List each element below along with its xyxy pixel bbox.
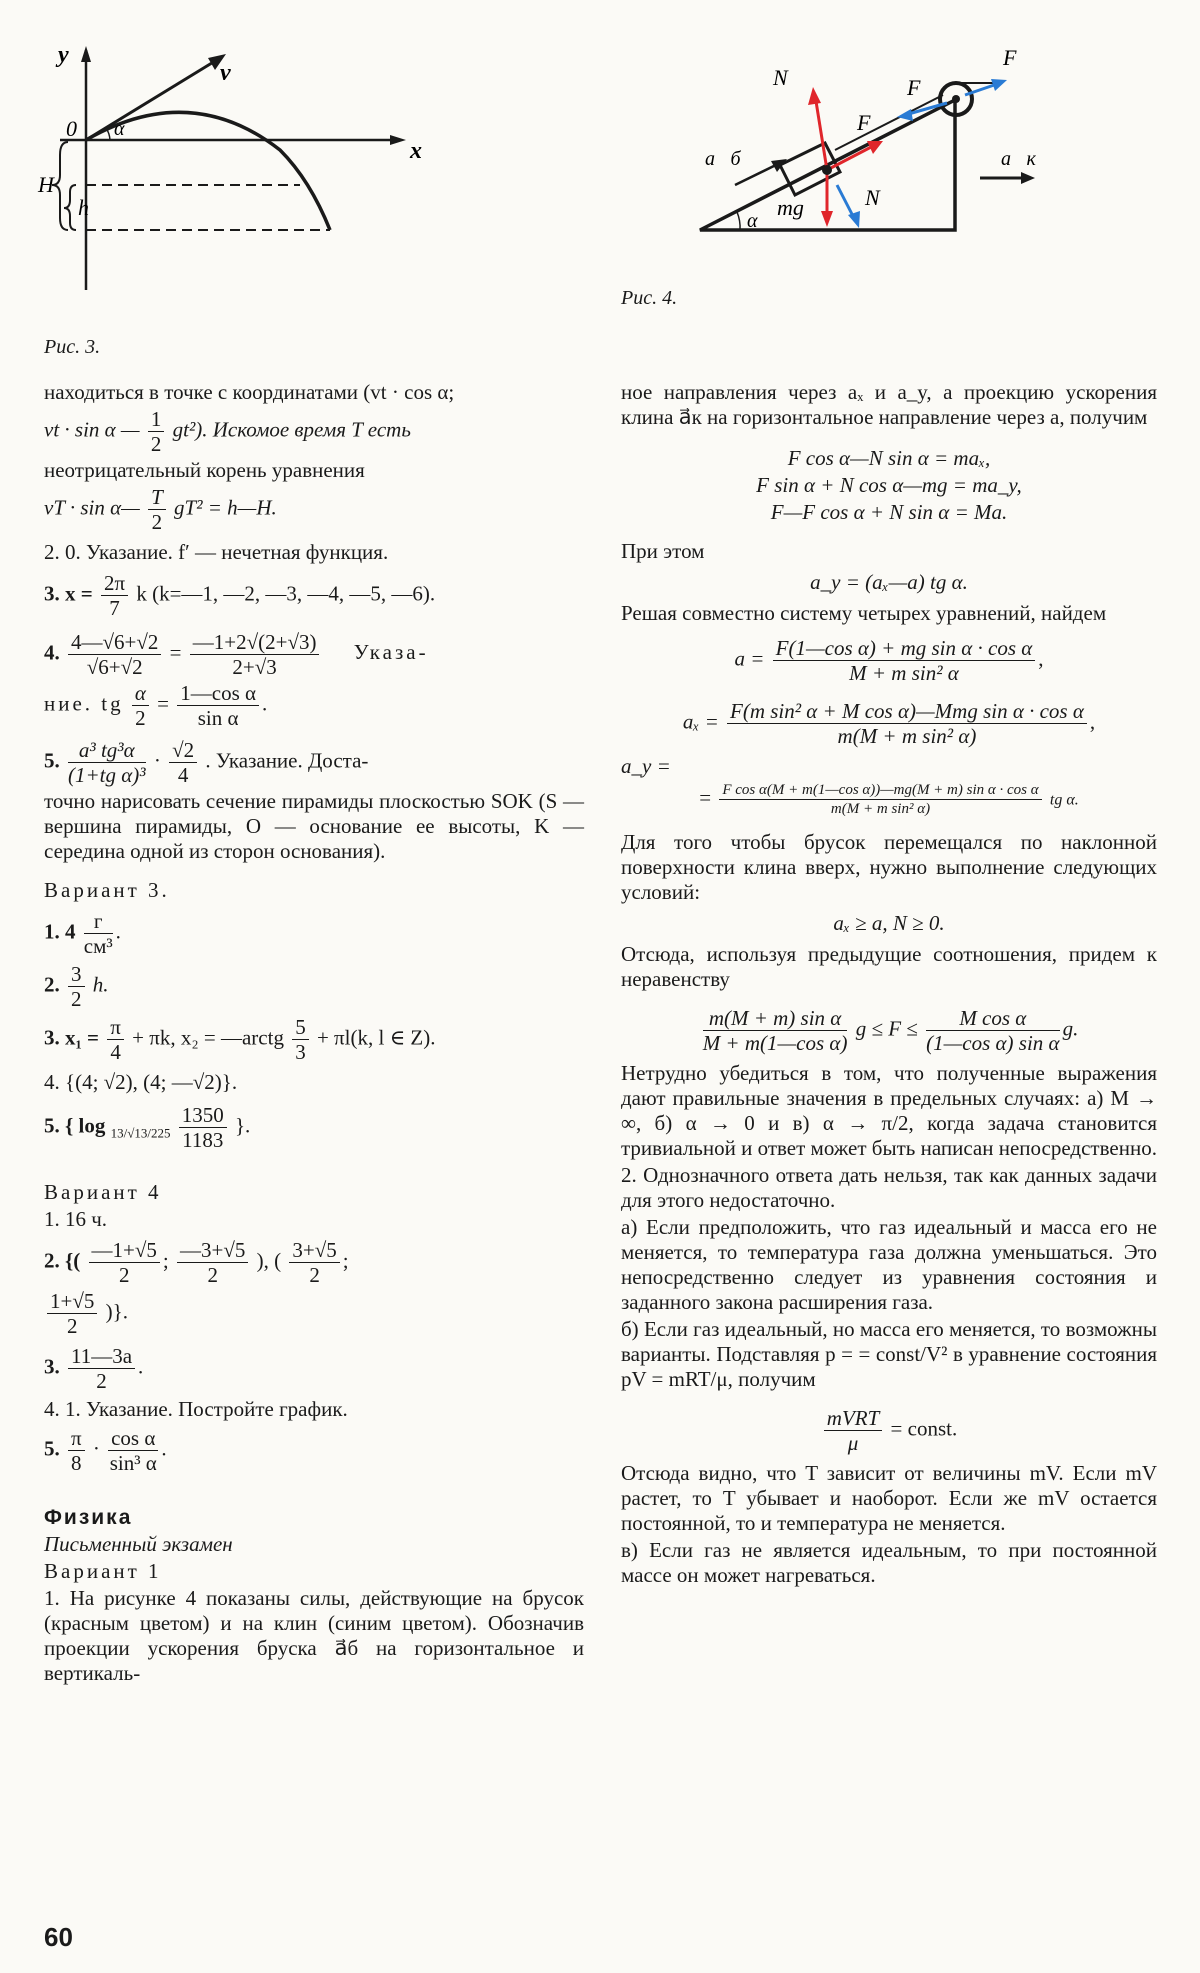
equation-4: a_y = (aₓ—a) tg α. (810, 570, 968, 594)
physics-heading: Физика (44, 1506, 133, 1529)
v4-answer-4: 4. 1. Указание. Постройте график. (44, 1397, 348, 1421)
text-projections: ное направления через aₓ и a_y, а проекцию ускорения клина a⃗к на горизонтальное направление через a, получим (621, 380, 1157, 429)
text-solve: Решая совместно систему четырех уравнений, найдем (621, 601, 1107, 625)
text-inequality: Отсюда, используя предыдущие соотношения, придем к неравенству (621, 942, 1157, 991)
page-number: 60 (44, 1922, 73, 1952)
label-N-blue: N (865, 185, 880, 210)
label-a-block: a⃗б (705, 148, 741, 170)
case-b: б) Если газ идеальный, но масса его меняется, то возможны варианты. Подставляя p = = const/V² в уравнение состояния pV = mRT/μ, получим (621, 1317, 1157, 1391)
formula-ay: = $\frac{\text{F cos α(M + m(1—cos α))—mg(M + m) sin α · cos α}}{\text{m(M + m sin² α)}}$ tg α. (699, 782, 1079, 817)
label-F-blue-2: F (1003, 45, 1017, 70)
label-h: h (78, 195, 89, 220)
frac-half: $\frac{1}{2}$ (148, 407, 165, 456)
physics-variant-1: Вариант 1 (44, 1559, 162, 1583)
text-conclusion: Отсюда видно, что T зависит от величины mV. Если mV растет, то T убывает и наоборот. Если же mV остается постоянной, то и температура не меняется. (621, 1461, 1157, 1535)
case-c: в) Если газ не является идеальным, то при постоянной массе он может нагреваться. (621, 1538, 1157, 1587)
formula-ay-label: a_y = (621, 754, 671, 778)
force-N-red (808, 87, 821, 105)
v4-answer-5: 5. $\frac{\pi}{8}$ · $\frac{\text{cos α}}{\text{sin³ α}}$ . (44, 1426, 167, 1475)
answer-3: 3. x = $\frac{2\pi}{7}$ k (k=—1, —2, —3, —4, —5, —6). (44, 571, 436, 620)
rope (835, 95, 943, 150)
answer-4-hint: ние. tg $\frac{\alpha}{2}$ = $\frac{\text{1—cos α}}{\text{sin α}}$ . (44, 681, 268, 730)
condition: aₓ ≥ a, N ≥ 0. (833, 911, 945, 935)
y-axis-arrow (81, 46, 91, 62)
right-column (621, 380, 1157, 1590)
brace-h (64, 185, 76, 230)
figure-3-caption: Рис. 3. (44, 336, 101, 358)
label-mg: mg (777, 195, 804, 220)
equation-1: F cos α—N sin α = maₓ, (787, 446, 991, 470)
physics-subheading: Письменный экзамен (44, 1532, 233, 1556)
answer-4: 4. $\frac{4—√6+√2}{√6+√2}$ = $\frac{—1+2√(2+√3)}{2+√3}$ Указа- (44, 630, 429, 679)
label-x: x (410, 138, 422, 164)
v4-answer-2: 2. {( $\frac{—1+√5}{2}$ ; $\frac{—3+√5}{2}$ ), ( $\frac{3+√5}{2}$ ; (44, 1238, 349, 1287)
force-F-blue-1 (897, 109, 913, 121)
label-N-red: N (773, 65, 788, 90)
answer-5: 5. $\frac{\text{a³ tg³α}}{\text{(1+tg α)³}}$ · $\frac{√2}{4}$ . Указание. Доста- (44, 738, 369, 787)
formula-a: a = $\frac{\text{F(1—cos α) + mg sin α · cos α}}{\text{M + m sin² α}}$ , (734, 636, 1044, 685)
label-H: H (38, 172, 54, 197)
label-F-red: F (857, 110, 871, 135)
label-y: y (58, 42, 69, 68)
v3-answer-3: 3. x₁ = $\frac{\pi}{4}$ + πk, x₂ = —arctg $\frac{5}{3}$ + πl(k, l ∈ Z). (44, 1015, 436, 1064)
text-coords: находиться в точке с координатами (vt · cos α; (44, 380, 455, 404)
label-F-blue-1: F (907, 75, 921, 100)
accel-wedge (1021, 172, 1035, 184)
inequality: $\frac{\text{m(M + m) sin α}}{\text{M + m(1—cos α)}}$ g ≤ F ≤ $\frac{\text{M cos α}}{\text{(1—cos α) sin α}}$ g. (702, 1006, 1079, 1055)
text-equation: vT · sin α— $\frac{T}{2}$ gT² = h—H. (44, 485, 277, 534)
physics-problem-1: 1. На рисунке 4 показаны силы, действующие на брусок (красным цветом) и на клин (синим цветом). Обозначив проекции ускорения бруска a⃗б на горизонтальное и вертикаль- (44, 1586, 584, 1685)
label-v: v (220, 60, 231, 86)
force-mg-red (821, 211, 833, 227)
figure-4-wedge (685, 35, 1085, 235)
v4-answer-1: 1. 16 ч. (44, 1207, 108, 1231)
left-column (44, 380, 584, 1688)
equation-2: F sin α + N cos α—mg = ma_y, (756, 473, 1022, 497)
v4-answer-2b: $\frac{1+√5}{2}$ )}. (44, 1289, 584, 1338)
physics-problem-2: 2. Однозначного ответа дать нельзя, так как данных задачи для этого недостаточно. (621, 1163, 1157, 1212)
answer-2: 2. 0. Указание. f′ — нечетная функция. (44, 540, 389, 564)
label-origin: 0 (66, 116, 77, 141)
answer-5-text: точно нарисовать сечение пирамиды плоскостью SOK (S — вершина пирамиды, O — основание ее высоты, K — середина одной из сторон основания). (44, 789, 584, 863)
figure-4-caption: Рис. 4. (621, 287, 678, 309)
v3-answer-1: 1. 4 $\frac{г}{\text{см³}}$ . (44, 909, 121, 958)
case-a: а) Если предположить, что газ идеальный и масса его не меняется, то температура газа должна уменьшаться. Это непосредственно следует из уравнения состояния и заданного закона расширения газа. (621, 1215, 1157, 1314)
variant-3-title: Вариант 3. (44, 878, 170, 902)
x-axis-arrow (390, 135, 406, 145)
brace-H (52, 142, 68, 230)
figure-3-trajectory (40, 40, 520, 310)
equation-3: F—F cos α + N sin α = Ma. (770, 500, 1008, 524)
v3-answer-2: 2. $\frac{3}{2}$ h. (44, 962, 109, 1011)
force-N-blue (848, 211, 860, 228)
formula-ax: aₓ = $\frac{\text{F(m sin² α + M cos α)—Mmg sin α · cos α}}{\text{m(M + m sin² α)}}$ , (682, 699, 1096, 748)
label-alpha: α (114, 118, 125, 140)
text-pri: При этом (621, 539, 705, 563)
label-alpha-wedge: α (747, 210, 758, 232)
v4-answer-3: 3. $\frac{11—3a}{2}$ . (44, 1344, 144, 1393)
force-F-blue-2 (991, 79, 1007, 91)
formula-mvrt: $\frac{\text{mVRT}}{\mu}$ = const. (621, 1406, 1157, 1455)
text-condition: Для того чтобы брусок перемещался по наклонной поверхности клина вверх, нужно выполнение следующих условий: (621, 830, 1157, 904)
v3-answer-4: 4. {(4; √2), (4; —√2)}. (44, 1070, 238, 1094)
text-coords-2: vt · sin α — $\frac{1}{2}$ gt²). Искомое время T есть (44, 407, 411, 456)
text-root: неотрицательный корень уравнения (44, 458, 365, 482)
text-check: Нетрудно убедиться в том, что полученные выражения дают правильные значения в предельных случаях: а) M → ∞, б) α → 0 и в) α → π/2, когда задача становится тривиальной и ответ может быть написан непосредственно. (621, 1061, 1157, 1160)
v3-answer-5: 5. { log $_{13/√13/225}$ $\frac{1350}{1183}$ }. (44, 1103, 251, 1152)
label-a-wedge: a⃗к (1001, 148, 1036, 170)
variant-4-title: Вариант 4 (44, 1180, 162, 1204)
